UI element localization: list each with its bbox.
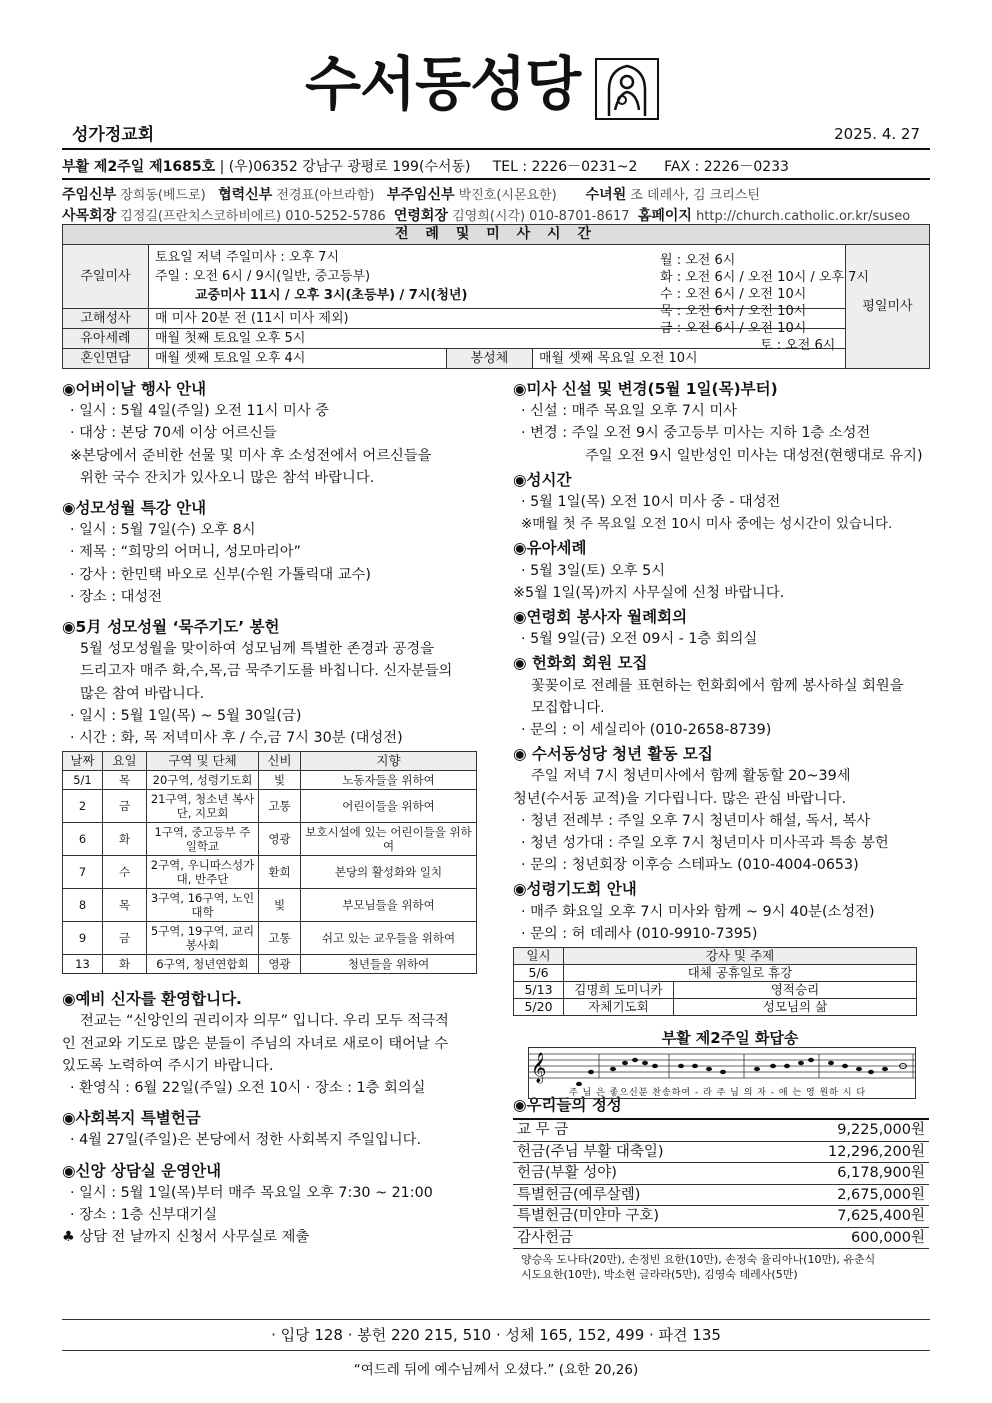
section-heading: ◉성시간 [513,470,572,489]
page-title: 수서동성당 [305,50,581,118]
fax: FAX : 2226－0233 [664,159,789,175]
sunday-mass: 주일 : 오전 6시 / 9시(일반, 중고등부) [155,269,371,284]
table-row: 9 금 5구역, 19구역, 교리봉사회 고통 쉬고 있는 교우들을 위하여 [63,922,477,955]
section-heading: ◉우리들의 정성 [513,1096,622,1115]
table-row: 교 무 금 9,225,000원 [513,1119,929,1141]
section-heading: ◉미사 신설 및 변경(5월 1일(목)부터) [513,380,778,398]
music-staff [528,1047,916,1099]
staff-line-2: 사목회장 김정길(프란치스코하비에르) 010-5252-5786 연령회장 김영희(시각) 010-8701-8617 홈페이지 http://church.catholic.or.kr/suseo [62,208,911,224]
church-logo-icon [595,58,659,120]
scripture-quote: “여드레 뒤에 예수님께서 오셨다.” (요한 20,26) [353,1362,639,1378]
baptism-time: 매월 첫째 토요일 오후 5시 [149,329,846,349]
church-name: 성가정교회 [72,125,155,145]
section-heading: ◉연령회 봉사자 월례회의 [513,608,688,627]
svg-text:𝄞: 𝄞 [531,1053,547,1083]
marriage-time: 매월 셋째 토요일 오후 4시 [149,349,447,369]
section-heading: ◉유아세례 [513,539,587,558]
issue-date: 2025. 4. 27 [834,125,920,143]
table-row: 8 목 3구역, 16구역, 노인대학 빛 부모님들을 위하여 [63,889,477,922]
right-column: ◉미사 신설 및 변경(5월 1일(목)부터) · 신설 : 매주 목요일 오후 7시 미사 · 변경 : 주일 오전 9시 중고등부 미사는 지하 1층 소성전 주일 오전 9시 일반성인 미사는 대성전(현행대로 유지) ◉성시간 · 5월 1일(목) 오전 10시 미사 중 - 대성전 ※매월 첫 주 목요일 오전 10시 미사 중에는 성시간이 있습니다. ◉유아세례 · 5월 3일(토) 오후 5시 ※5월 1일(목)까지 사무실에 신청 바랍니다. ◉연령회 봉사자 월례회의 · 5월 9일(금) 오전 09시 - 1층 회의실 ◉ 헌화회 회원 모집 꽃꽂이로 전례를 표현하는 헌화회에서 함께 봉사하실 회원을 모집합니다. · 문의 : 이 세실리아 (010-2658-8739) ◉ 수서동성당 청년 활동 모집 주일 저녁 7시 청년미사에서 함께 활동할 20~39세 청년(수서동 교적)을 기다립니다. 많은 관심 바랍니다. · 청년 전례부 : 주일 오후 7시 청년미사 해설, 독서, 복사 · 청년 성가대 : 주일 오후 7시 청년미사 미사곡과 특송 봉헌 · 문의 : 청년회장 이후승 스테파노 (010-4004-0653) ◉성령기도회 안내 · 매주 화요일 오후 7시 미사와 함께 ~ 9시 40분(소성전) · 문의 : 허 데레사 (010-9910-7395) 일시 강사 및 주제 5/6 대체 공휴일로 휴강 5/13 김명희 도미니카 영적승리 5/20 자체기도회 성모님의 삶 ◉우리들의 정성 교 무 금 9,225,000원 헌금(주님 부활 대축일) 12,296,200원 헌금(부활 성야) 6,178,900원 특별헌금(예루살렘) 2,675,000원 특별헌금(미얀마 구호) 7,625,400원 감사헌금 600,000원 양승옥 도나타(20만), 손정빈 요한(10만), 손정숙 율리아나(10만), 유춘식 시도요한(10만), 박소현 글라라(5만), 김영숙 데레사(5만) [513,378,929,1282]
table-row: 13 화 6구역, 청년연합회 영광 청년들을 위하여 [63,955,477,974]
donor-list: 양승옥 도나타(20만), 손정빈 요한(10만), 손정숙 율리아나(10만), 유춘식 시도요한(10만), 박소현 글라라(5만), 김영숙 데레사(5만) [521,1253,876,1282]
section-heading: ◉ 수서동성당 청년 활동 모집 [513,745,713,764]
sunday-mass-label: 주일미사 [63,245,149,309]
table-row: 5/20 자체기도회 성모님의 삶 [514,999,917,1016]
table-row: 6 화 1구역, 중고등부 주일학교 영광 보호시설에 있는 어린이들을 위하여 [63,823,477,856]
table-row: 7 수 2구역, 우니따스성가대, 반주단 환희 본당의 활성화와 일치 [63,856,477,889]
confession-label: 고해성사 [63,309,149,329]
staff-line-1: 주임신부 장희동(베드로) 협력신부 전경표(아브라함) 부주임신부 박진호(시몬요한) 수녀원 조 데레사, 김 크리스틴 [62,187,760,203]
psalm-lyrics: 주 님 은 좋으신분 찬송하여 - 라 주 님 의 자 - 애 는 영 원하 시 다 [569,1088,867,1098]
table-row: 5/6 대체 공휴일로 휴강 [514,965,917,982]
table-row: 5/1 목 20구역, 성령기도회 빛 노동자들을 위하여 [63,771,477,790]
section-heading: ◉예비 신자를 환영합니다. [62,990,242,1009]
adoration-label: 봉성체 [446,349,532,369]
mass-heading: 전 례 및 미 사 시 간 [63,225,930,245]
rosary-schedule-table: 날짜 요일 구역 및 단체 신비 지향 5/1 목 20구역, 성령기도회 빛 노동자들을 위하여 2 금 21구역, 청소년 복사단, 지모회 고통 어린이들을 위하여 6 화 1구역, 중고등부 주일학교 영광 보호시설에 있는 어린이들을 위하여 7 수 2구역, 우니따스성가대, 반주단 환희 본당의 활성화와 일치 8 목 3구역, 16구역, 노인대학 빛 부모님들을 위하여 9 금 5구역, 19구역, 교리봉사회 고통 쉬고 있는 교우들을 위하여 13 화 6구역, 청년연합회 영광 청년들을 위하여 [62,751,477,974]
adoration-time: 매월 셋째 목요일 오전 10시 [532,349,845,369]
table-row: 특별헌금(미얀마 구호) 7,625,400원 [513,1206,929,1228]
table-row: 감사헌금 600,000원 [513,1227,929,1249]
offerings-table [513,1118,929,1249]
address: | (우)06352 강남구 광평로 199(수서동) [219,159,471,175]
issue-line [62,156,789,176]
divider [62,1350,930,1351]
left-column: ◉어버이날 행사 안내 · 일시 : 5월 4일(주일) 오전 11시 미사 중 · 대상 : 본당 70세 이상 어르신들 ※본당에서 준비한 선물 및 미사 후 소성전에서 어르신들을 위한 국수 잔치가 있사오니 많은 참석 바랍니다. ◉성모성월 특강 안내 · 일시 : 5월 7일(수) 오후 8시 · 제목 : “희망의 어머니, 성모마리아” · 강사 : 한민택 바오로 신부(수원 가톨릭대 교수) · 장소 : 대성전 ◉5月 성모성월 ‘묵주기도’ 봉헌 5월 성모성월을 맞이하여 성모님께 특별한 존경과 공경을 드리고자 매주 화,수,목,금 묵주기도를 바칩니다. 신자분들의 많은 참여 바랍니다. · 일시 : 5월 1일(목) ~ 5월 30일(금) · 시간 : 화, 목 저녁미사 후 / 수,금 7시 30분 (대성전) 날짜 요일 구역 및 단체 신비 지향 5/1 목 20구역, 성령기도회 빛 노동자들을 위하여 2 금 21구역, 청소년 복사단, 지모회 고통 어린이들을 위하여 6 화 1구역, 중고등부 주일학교 영광 보호시설에 있는 어린이들을 위하여 7 수 2구역, 우니따스성가대, 반주단 환희 본당의 활성화와 일치 8 목 3구역, 16구역, 노인대학 빛 부모님들을 위하여 9 금 5구역, 19구역, 교리봉사회 고통 쉬고 있는 교우들을 위하여 13 화 6구역, 청년연합회 영광 청년들을 위하여 ◉예비 신자를 환영합니다. 전교는 “신앙인의 권리이자 의무” 입니다. 우리 모두 적극적 인 전교와 기도로 많은 분들이 주님의 자녀로 새로이 태어날 수 있도록 노력하여 주시기 바랍니다. · 환영식 : 6월 22일(주일) 오전 10시 · 장소 : 1층 회의실 ◉사회복지 특별헌금 · 4월 27일(주일)은 본당에서 정한 사회복지 주일입니다. ◉신앙 상담실 운영안내 · 일시 : 5월 1일(목)부터 매주 목요일 오후 7:30 ~ 21:00 · 장소 : 1층 신부대기실 ♣ 상담 전 날까지 신청서 사무실로 제출 [62,378,482,1248]
section-heading: ◉성모성월 특강 안내 [62,499,207,518]
table-row: 헌금(부활 성야) 6,178,900원 [513,1163,929,1185]
issue-number: 부활 제2주일 제1685호 [62,159,216,175]
table-row: 헌금(주님 부활 대축일) 12,296,200원 [513,1141,929,1163]
weekday-mass-label: 평일미사 [846,245,930,369]
section-heading: ◉ 헌화회 회원 모집 [513,654,648,673]
divider [62,148,930,150]
section-heading: ◉신앙 상담실 운영안내 [62,1161,222,1180]
tel: TEL : 2226－0231~2 [492,159,638,175]
confession-time: 매 미사 20분 전 (11시 미사 제외) [149,309,846,329]
baptism-label: 유아세례 [63,329,149,349]
parish-stats: · 입당 128 · 봉헌 220 215, 510 · 성체 165, 152, 499 · 파견 135 [271,1326,721,1344]
table-row: 특별헌금(예루살렘) 2,675,000원 [513,1184,929,1206]
psalm-title: 부활 제2주일 화답송 [661,1029,799,1047]
divider [62,178,930,180]
sunday-mass-2: 교중미사 11시 / 오후 3시(초등부) / 7시(청년) [195,288,468,303]
section-heading: ◉사회복지 특별헌금 [62,1109,201,1128]
saturday-mass: 토요일 저녁 주일미사 : 오후 7시 [155,250,340,265]
weekday-mass-list: 월 : 오전 6시 화 : 오전 6시 / 오전 10시 / 오후 7시 수 : 오전 6시 / 오전 10시 목 : 오전 6시 / 오전 10시 금 : 오전 6시 / 오전 10시 토 : 오전 6시 [660,253,869,353]
divider [62,1319,930,1320]
table-row: 5/13 김명희 도미니카 영적승리 [514,982,917,999]
prayer-schedule-table: 일시 강사 및 주제 5/6 대체 공휴일로 휴강 5/13 김명희 도미니카 영적승리 5/20 자체기도회 성모님의 삶 [513,947,917,1016]
section-heading: ◉성령기도회 안내 [513,880,637,899]
section-heading: ◉어버이날 행사 안내 [62,380,207,398]
table-row: 2 금 21구역, 청소년 복사단, 지모회 고통 어린이들을 위하여 [63,790,477,823]
website-link[interactable]: http://church.catholic.or.kr/suseo [696,209,911,224]
section-heading: ◉5月 성모성월 ‘묵주기도’ 봉헌 [62,618,280,637]
marriage-label: 혼인면담 [63,349,149,369]
